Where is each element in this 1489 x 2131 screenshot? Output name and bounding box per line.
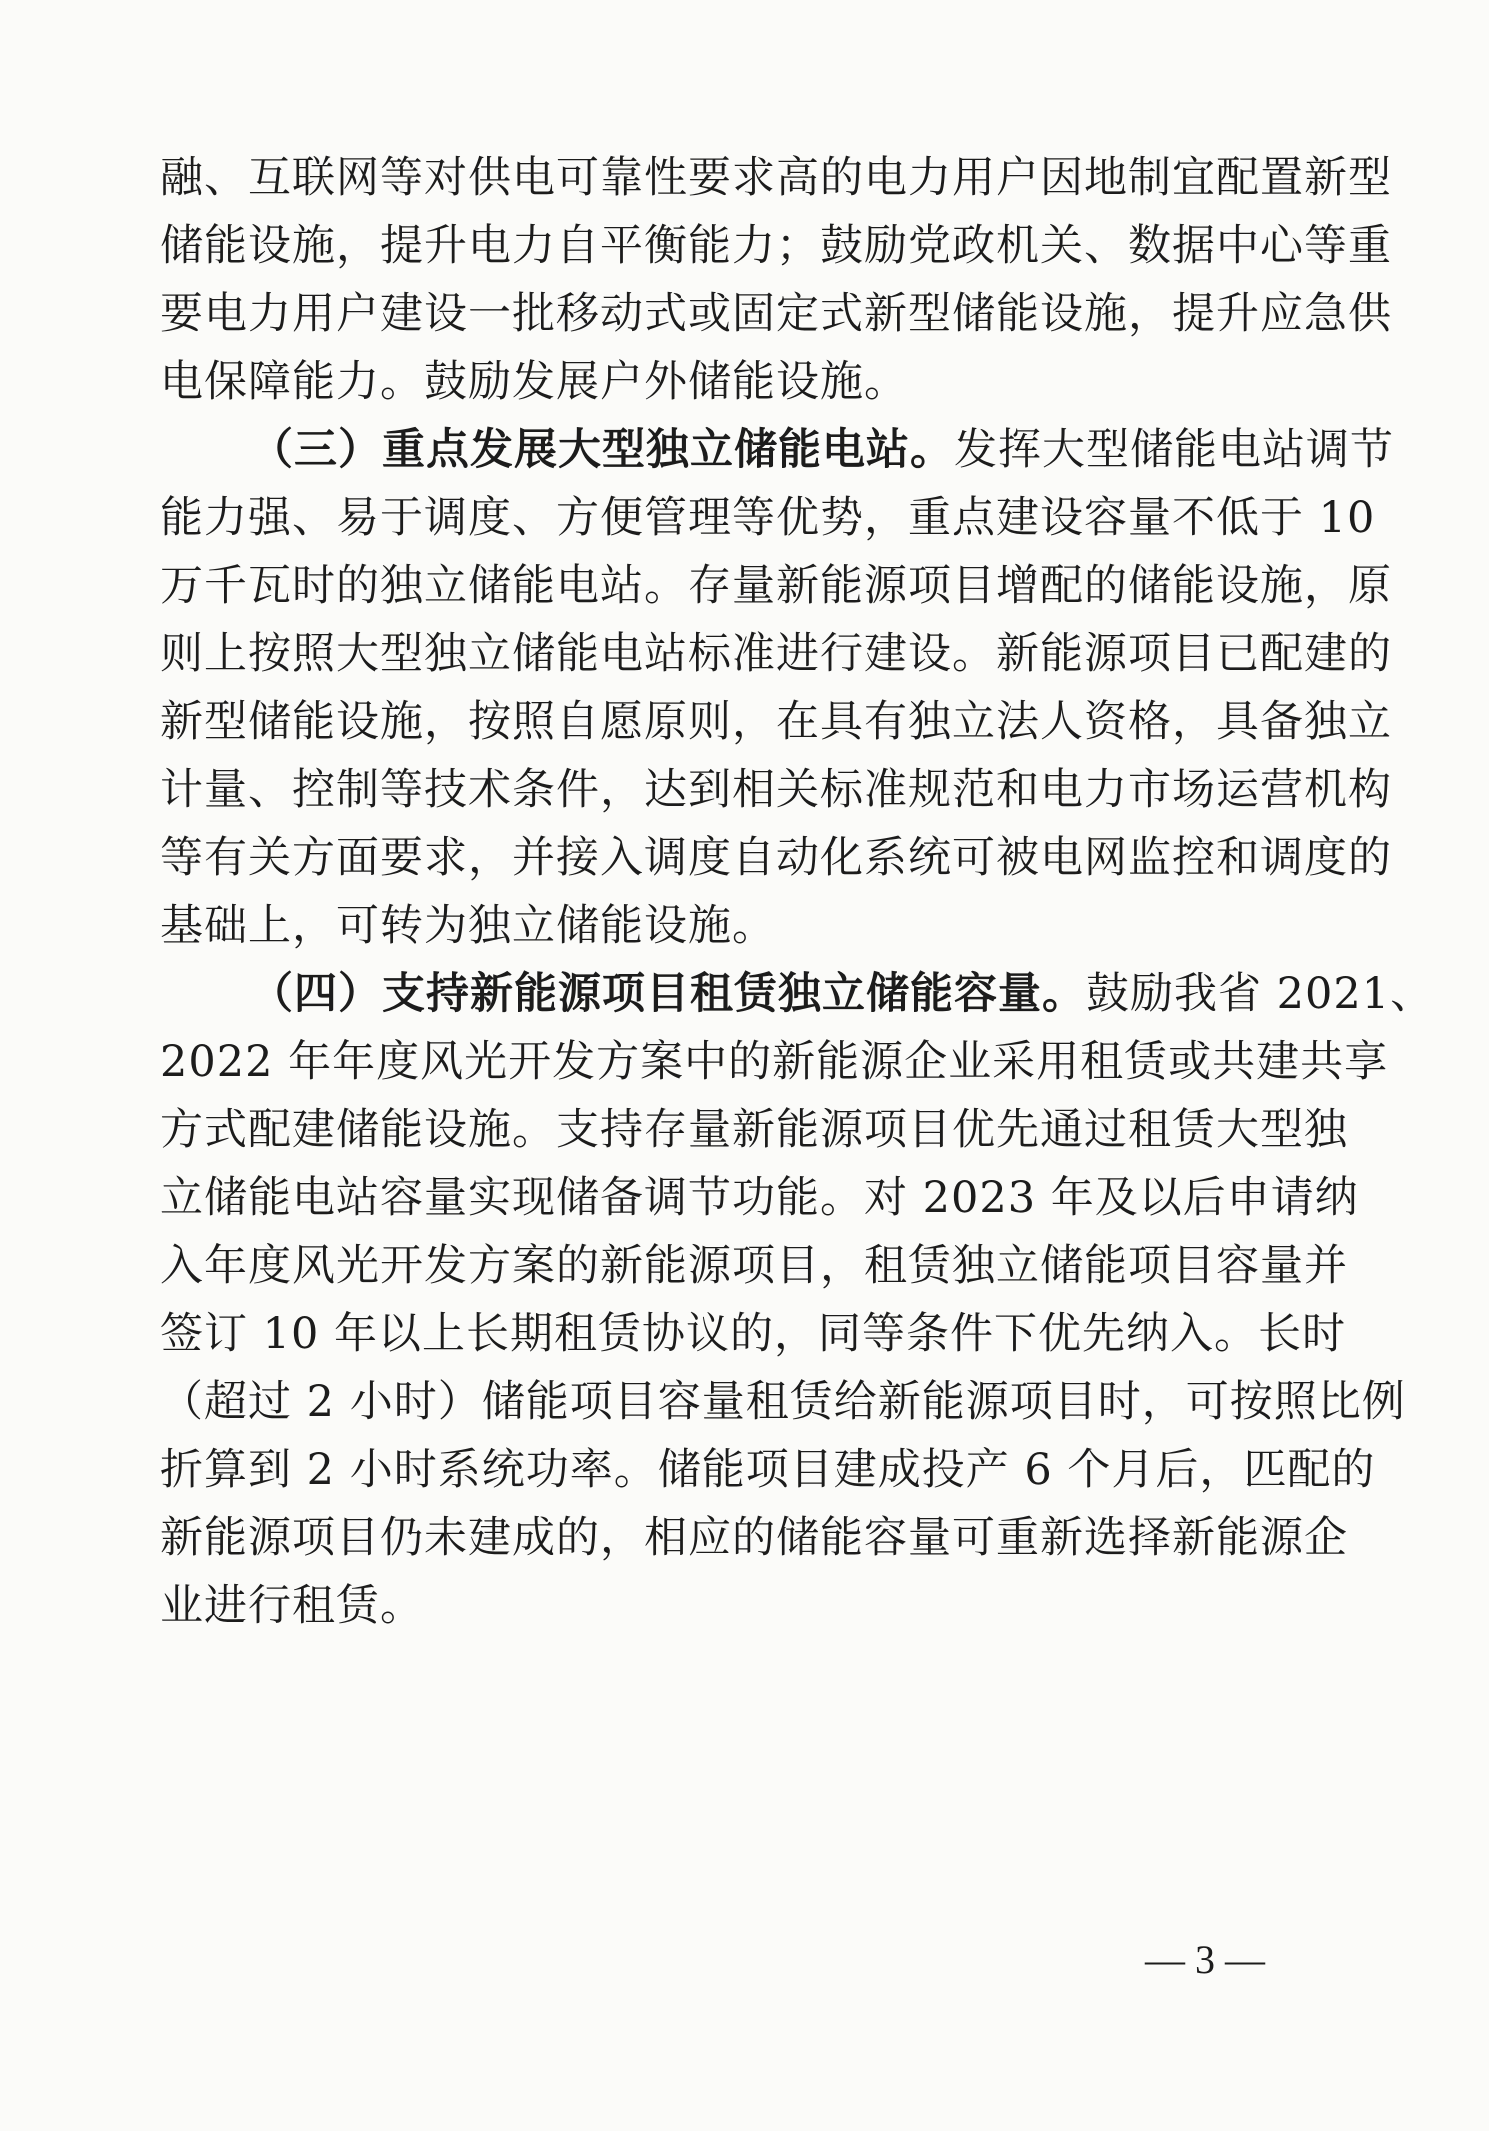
text-line: 能力强、易于调度、方便管理等优势，重点建设容量不低于 10 (160, 493, 1376, 543)
text-span: 鼓励我省 2021、 (1086, 969, 1435, 1019)
text-line: （超过 2 小时）储能项目容量租赁给新能源项目时，可按照比例 (160, 1377, 1406, 1427)
text-line: 等有关方面要求，并接入调度自动化系统可被电网监控和调度的 (160, 833, 1392, 883)
text-line: 要电力用户建设一批移动式或固定式新型储能设施，提升应急供 (160, 289, 1392, 339)
section-heading-3: （三）重点发展大型独立储能电站。 (250, 425, 954, 475)
text-line: 计量、控制等技术条件，达到相关标准规范和电力市场运营机构 (160, 765, 1392, 815)
text-line: 入年度风光开发方案的新能源项目，租赁独立储能项目容量并 (160, 1241, 1348, 1291)
text-line: 2022 年年度风光开发方案中的新能源企业采用租赁或共建共享 (160, 1037, 1389, 1087)
text-span: 发挥大型储能电站调节 (954, 425, 1394, 475)
text-line: 则上按照大型独立储能电站标准进行建设。新能源项目已配建的 (160, 629, 1392, 679)
text-line: 方式配建储能设施。支持存量新能源项目优先通过租赁大型独 (160, 1105, 1348, 1155)
page-number: — 3 — (1145, 1937, 1265, 1982)
text-line: 电保障能力。鼓励发展户外储能设施。 (160, 357, 908, 407)
text-line: 万千瓦时的独立储能电站。存量新能源项目增配的储能设施，原 (160, 561, 1392, 611)
paragraph-4-first-line (250, 964, 1435, 1024)
text-line: 融、互联网等对供电可靠性要求高的电力用户因地制宜配置新型 (160, 153, 1392, 203)
text-line: 新型储能设施，按照自愿原则，在具有独立法人资格，具备独立 (160, 697, 1392, 747)
text-line: 签订 10 年以上长期租赁协议的，同等条件下优先纳入。长时 (160, 1309, 1347, 1359)
section-heading-4: （四）支持新能源项目租赁独立储能容量。 (250, 969, 1086, 1019)
text-line: 折算到 2 小时系统功率。储能项目建成投产 6 个月后，匹配的 (160, 1445, 1376, 1495)
text-line: 新能源项目仍未建成的，相应的储能容量可重新选择新能源企 (160, 1513, 1348, 1563)
text-line: 基础上，可转为独立储能设施。 (160, 901, 776, 951)
text-line: 储能设施，提升电力自平衡能力；鼓励党政机关、数据中心等重 (160, 221, 1392, 271)
paragraph-3-first-line (250, 420, 1394, 480)
text-line: 立储能电站容量实现储备调节功能。对 2023 年及以后申请纳 (160, 1173, 1359, 1223)
text-line: 业进行租赁。 (160, 1581, 424, 1631)
